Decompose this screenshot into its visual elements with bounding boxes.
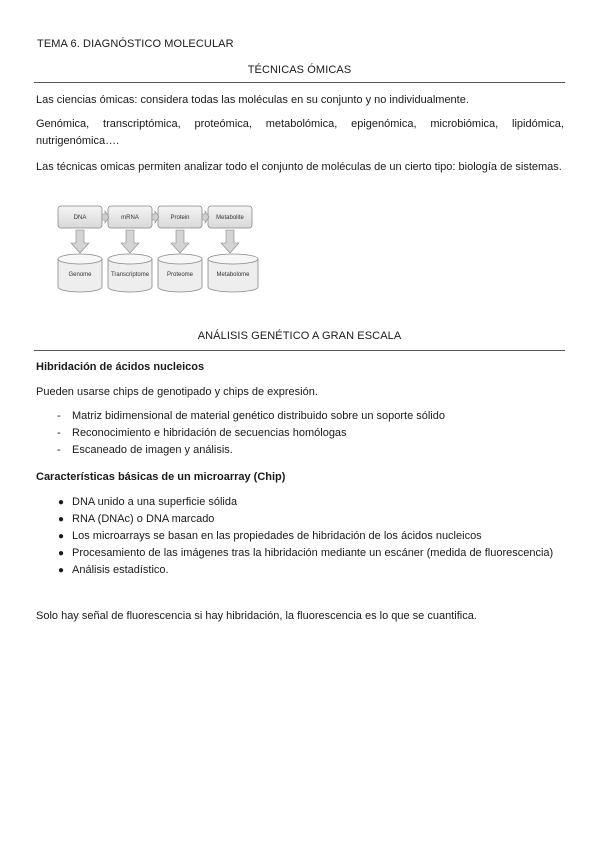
- diagram-top-box-dna: [58, 206, 102, 228]
- paragraph-omicas-systems: Las técnicas omicas permiten analizar todo el conjunto de moléculas de un cierto tipo: biología de sistemas.: [36, 161, 562, 173]
- paragraph-closing: Solo hay señal de fluorescencia si hay hibridación, la fluorescencia es lo que se cuantifica.: [36, 610, 477, 622]
- section-title-tecnicas-omicas: TÉCNICAS ÓMICAS: [247, 64, 352, 76]
- paragraph-omicas-definition: Las ciencias ómicas: considera todas las moléculas en su conjunto y no individualmente.: [36, 94, 469, 106]
- diagram-label-transcriptome: Transcriptome: [110, 272, 150, 278]
- paragraph-omicas-list: Genómica, transcriptómica, proteómica, metabolómica, epigenómica, microbiómica, lipidómica, nutrigenómica….: [36, 118, 564, 147]
- diagram-label-genome: Genome: [68, 272, 92, 278]
- diagram-top-box-mrna: [108, 206, 152, 228]
- diagram-label-metabolite: Metabolite: [216, 215, 244, 221]
- list-item: - Matriz bidimensional de material genético distribuido sobre un soporte sólido: [57, 410, 445, 422]
- list-item: ● DNA unido a una superficie sólida: [58, 496, 238, 508]
- bullet-list: [36, 494, 564, 579]
- list-item: - Reconocimiento e hibridación de secuencias homólogas: [57, 427, 347, 439]
- diagram-label-mrna: mRNA: [121, 215, 139, 221]
- list-item: ● Análisis estadístico.: [58, 564, 169, 576]
- paragraph-chips-intro: Pueden usarse chips de genotipado y chips de expresión.: [36, 386, 318, 398]
- arrow-down-icon: [71, 230, 89, 253]
- list-item: - Escaneado de imagen y análisis.: [57, 444, 233, 456]
- diagram-label-dna: DNA: [73, 215, 87, 221]
- list-item: ● Los microarrays se basan en las propiedades de hibridación de los ácidos nucleicos: [58, 530, 482, 542]
- omics-diagram: [55, 203, 267, 295]
- list-item: ● RNA (DNAc) o DNA marcado: [58, 513, 215, 525]
- diagram-top-box-metabolite: [208, 206, 252, 228]
- arrow-down-icon: [171, 230, 189, 253]
- diagram-top-box-protein: [158, 206, 202, 228]
- diagram-label-metabolome: Metabolome: [216, 272, 250, 278]
- section-divider: [34, 350, 565, 351]
- subheading-microarray: Características básicas de un microarray (Chip): [36, 471, 286, 483]
- section-divider: [34, 82, 565, 83]
- diagram-label-proteome: Proteome: [166, 272, 194, 278]
- section-title-analisis-genetico: ANÁLISIS GENÉTICO A GRAN ESCALA: [197, 330, 402, 342]
- list-item: ● Procesamiento de las imágenes tras la hibridación mediante un escáner (medida de fluorescencia): [58, 547, 554, 559]
- diagram-label-protein: Protein: [170, 215, 190, 221]
- subheading-hibridacion: Hibridación de ácidos nucleicos: [36, 361, 205, 373]
- arrow-down-icon: [121, 230, 139, 253]
- arrow-down-icon: [221, 230, 239, 253]
- document-header: TEMA 6. DIAGNÓSTICO MOLECULAR: [37, 38, 234, 50]
- dash-list: [36, 408, 564, 459]
